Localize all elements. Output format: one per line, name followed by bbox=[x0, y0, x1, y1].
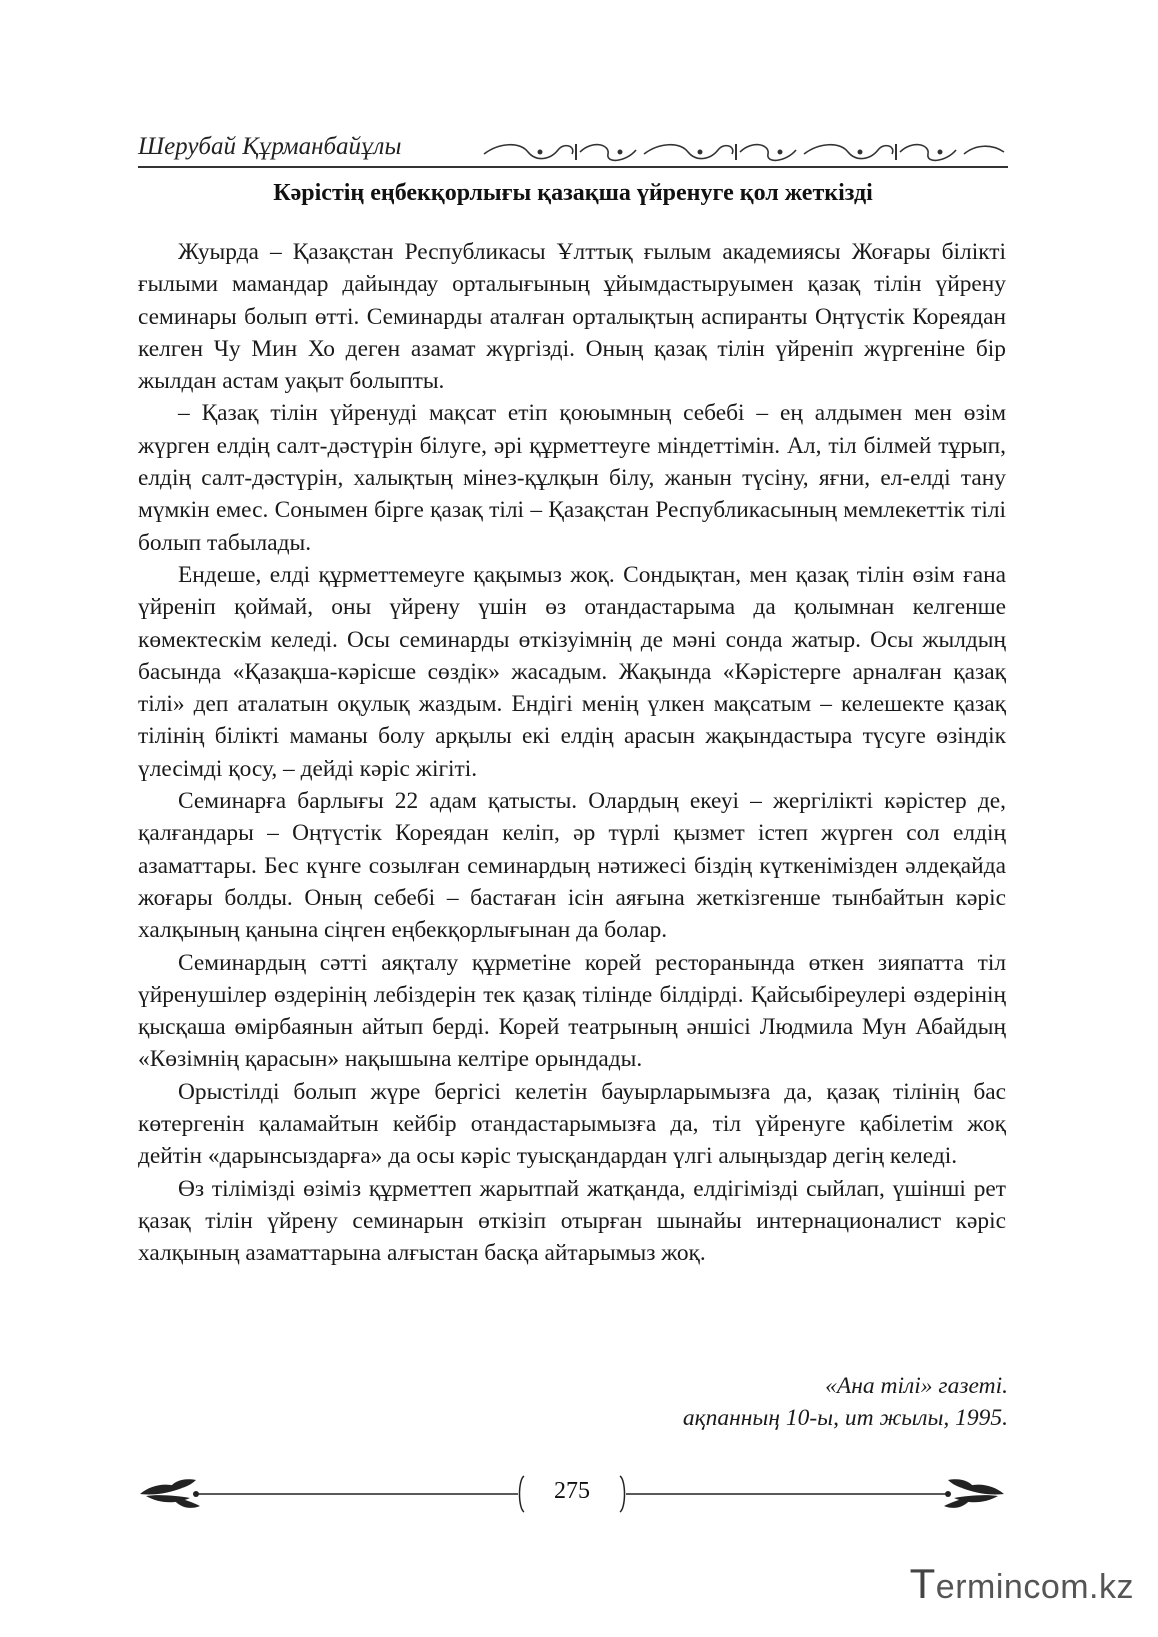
source-date: ақпанның 10-ы, ит жылы, 1995. bbox=[682, 1405, 1008, 1431]
paragraph: Орыстілді болып жүре бергісі келетін бауырларымызға да, қазақ тілінің бас көтергенін қаламайтын кейбір отандастарымызға да, тіл үйренуге қабілетім жоқ дейтін «дарынсыздарға» да осы кәріс туысқандардан үлгі алыңыздар дегің келеді. bbox=[138, 1078, 1006, 1170]
paragraph: Семинардың сәтті аяқталу құрметіне корей ресторанында өткен зияпатта тіл үйренушілер өздерінің лебіздерін тек қазақ тілінде білдірді. Қайсыбіреулері өздерінің қысқаша өмірбаянын айтып берді. Корей театрының әншісі Людмила Мун Абайдың «Көзімнің қарасын» нақышына келтіре орындады. bbox=[138, 949, 1006, 1073]
paragraph: Жуырда – Қазақстан Республикасы Ұлттық ғылым академиясы Жоғары білікті ғылыми мамандар дайындау орталығының ұйымдастыруымен қазақ тілін үйрену семинары болып өтті. Семинарды аталған орталықтың аспиранты Оңтүстік Кореядан келген Чу Мин Хо деген азамат жүргізді. Оның қазақ тілін үйреніп жүргеніне бір жылдан астам уақыт болыпты. bbox=[138, 239, 1006, 395]
paragraph: Өз тілімізді өзіміз құрметтеп жарытпай жатқанда, елдігімізді сыйлап, үшінші рет қазақ тілін үйрену семинарын өткізіп отырған шынайы интернационалист кәріс халқының азаматтарына алғыстан басқа айтарымыз жоқ. bbox=[138, 1175, 1006, 1267]
source-citation bbox=[683, 1370, 1008, 1434]
article-body bbox=[138, 236, 1006, 1270]
page-number: 275 bbox=[554, 1478, 590, 1504]
article-title: Кәрістің еңбекқорлығы қазақша үйренуге қол жеткізді bbox=[273, 180, 873, 206]
watermark-text: ermincom.kz bbox=[935, 1568, 1134, 1606]
header-divider bbox=[138, 166, 1008, 168]
paragraph: Ендеше, елді құрметтемеуге қақымыз жоқ. Сондықтан, мен қазақ тілін өзім ғана үйреніп қоймай, оны үйрену үшін өз отандастарыма да қолымнан келгенше көмектескім келеді. Осы семинарды өткізуімнің де мәні сонда жатыр. Осы жылдың басында «Қазақша-кәрісше сөздік» жасадым. Жақында «Кәрістерге арналған қазақ тілі» деп аталатын оқулық жаздым. Ендігі менің үлкен мақсатым – келешекте қазақ тілінің білікті маманы болу арқылы екі елдің арасын жақындастыра түсуге өзіндік үлесімді қосу, – дейді кәріс жігіті. bbox=[138, 561, 1006, 782]
scroll-ornament-icon bbox=[480, 138, 1008, 164]
site-watermark bbox=[909, 1560, 1134, 1607]
paragraph: – Қазақ тілін үйренуді мақсат етіп қоюымның себебі – ең алдымен мен өзім жүрген елдің салт-дәстүрін білуге, әрі құрметтеуге міндеттімін. Ал, тіл білмей тұрып, елдің салт-дәстүрін, халықтың мінез-құлқын білу, жанын түсіну, яғни, ел-елді тану мүмкін емес. Сонымен бірге қазақ тілі – Қазақстан Республикасының мемлекеттік тілі болып табылады. bbox=[138, 400, 1006, 556]
leaf-ornament-icon bbox=[140, 1479, 200, 1508]
watermark-initial: T bbox=[909, 1560, 936, 1607]
paragraph: Семинарға барлығы 22 адам қатысты. Олардың екеуі – жергілікті кәрістер де, қалғандары – Оңтүстік Кореядан келіп, әр түрлі қызмет істеп жүрген сол елдің азаматтары. Бес күнге созылған семинардың нәтижесі біздің күткенімізден әлдеқайда жоғары болды. Оның себебі – бастаған ісін аяғына жеткізгенше тынбайтын кәріс халқының қанына сіңген еңбекқорлығынан да болар. bbox=[138, 788, 1006, 944]
page-footer bbox=[138, 1470, 1006, 1514]
leaf-ornament-icon bbox=[944, 1479, 1004, 1508]
running-header bbox=[138, 132, 1008, 168]
source-publication: «Ана тілі» газеті. bbox=[825, 1373, 1008, 1399]
author-name: Шерубай Құрманбайұлы bbox=[138, 133, 402, 160]
